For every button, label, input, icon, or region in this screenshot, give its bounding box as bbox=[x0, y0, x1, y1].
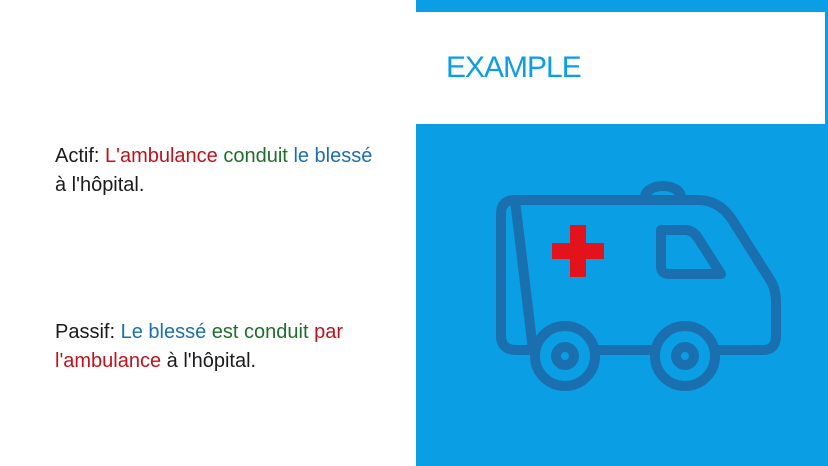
active-rest: à l'hôpital. bbox=[55, 174, 145, 196]
passive-agent-preposition: par bbox=[314, 321, 343, 343]
ambulance-icon bbox=[493, 178, 783, 398]
active-label: Actif: bbox=[55, 145, 100, 167]
active-verb: conduit bbox=[223, 145, 288, 167]
passive-subject: Le blessé bbox=[120, 321, 207, 343]
passive-verb: est conduit bbox=[211, 321, 309, 343]
passive-rest: à l'hôpital. bbox=[166, 350, 257, 372]
top-accent-bar bbox=[416, 0, 828, 12]
passive-agent: l'ambulance bbox=[55, 350, 162, 372]
passive-sentence bbox=[55, 318, 375, 376]
slide-heading: EXAMPLE bbox=[446, 51, 581, 84]
active-object: le blessé bbox=[293, 145, 373, 167]
active-subject: L'ambulance bbox=[105, 145, 218, 167]
active-sentence bbox=[55, 142, 375, 200]
passive-label: Passif: bbox=[55, 321, 116, 343]
